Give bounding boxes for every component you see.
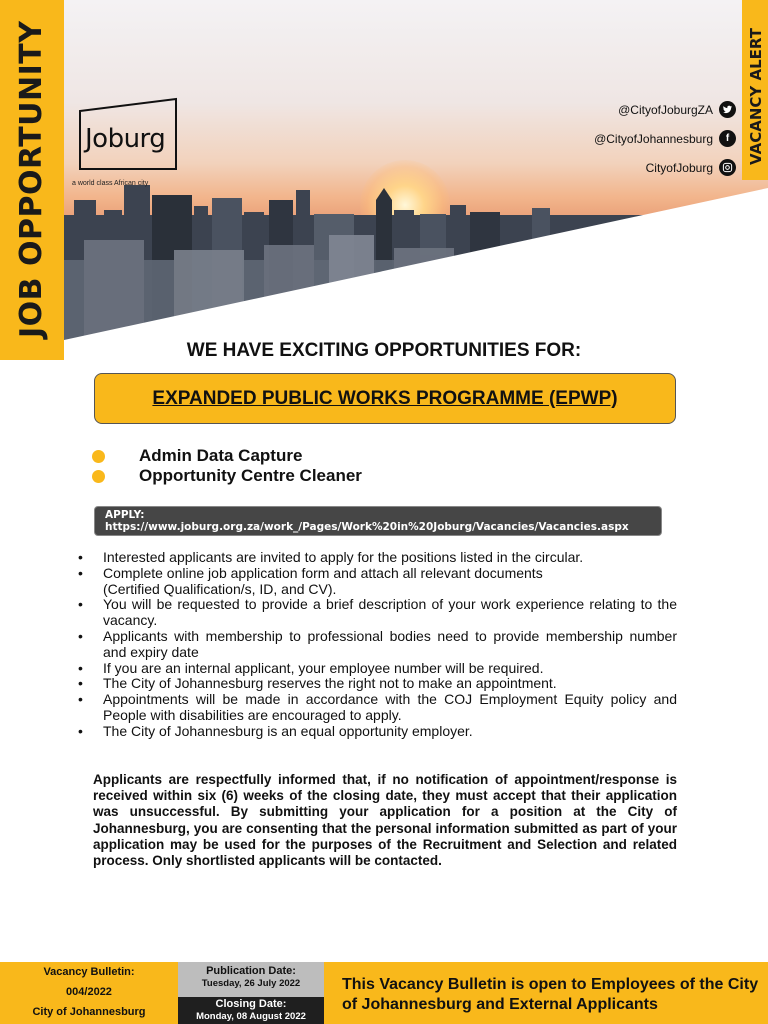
logo-tagline: a world class African city	[72, 180, 149, 187]
job-opportunity-strip	[0, 0, 64, 360]
social-links	[556, 95, 736, 182]
twitter-handle: @CityofJoburgZA	[618, 102, 713, 117]
page-headline: WE HAVE EXCITING OPPORTUNITIES FOR:	[186, 340, 582, 361]
instagram-icon	[719, 159, 736, 176]
position-label: Opportunity Centre Cleaner	[139, 466, 362, 485]
position-label: Admin Data Capture	[139, 446, 303, 465]
eligibility-statement: This Vacancy Bulletin is open to Employees of the City of Johannesburg and External Applicants	[324, 962, 768, 1024]
list-item: • Interested applicants are invited to apply for the positions listed in the circular.	[103, 550, 677, 566]
closing-date-box	[178, 997, 324, 1024]
list-item: • If you are an internal applicant, your employee number will be required.	[103, 661, 677, 677]
list-item: • Applicants with membership to professional bodies need to provide membership number and expiry date	[103, 629, 677, 661]
programme-banner	[94, 373, 676, 424]
apply-link-bar[interactable]	[94, 506, 662, 536]
publication-date: Tuesday, 26 July 2022	[201, 978, 301, 989]
publication-label: Publication Date:	[206, 965, 296, 977]
requirements-list	[103, 550, 677, 740]
bulletin-org: City of Johannesburg	[32, 1006, 146, 1018]
position-item	[92, 466, 362, 486]
facebook-icon: f	[719, 130, 736, 147]
joburg-logo-text: Joburg	[85, 124, 166, 154]
bulletin-number: 004/2022	[66, 986, 112, 998]
list-item: • You will be requested to provide a brief description of your work experience relating to the vacancy.	[103, 597, 677, 629]
vacancy-alert-title: VACANCY ALERT	[747, 28, 765, 165]
footer	[0, 962, 768, 1024]
list-item: • The City of Johannesburg reserves the right not to make an appointment.	[103, 676, 677, 692]
social-twitter[interactable]	[556, 95, 736, 124]
bullet-dot-icon	[92, 450, 105, 463]
job-opportunity-title: JOB OPPORTUNITY	[14, 20, 49, 338]
social-instagram[interactable]	[556, 153, 736, 182]
bulletin-label: Vacancy Bulletin:	[43, 966, 135, 978]
instagram-handle: CityofJoburg	[645, 160, 713, 175]
social-facebook[interactable]	[556, 124, 736, 153]
list-item: • The City of Johannesburg is an equal opportunity employer.	[103, 724, 677, 740]
list-item: • Appointments will be made in accordance with the COJ Employment Equity policy and People with disabilities are encouraged to apply.	[103, 692, 677, 724]
bulletin-info	[0, 962, 178, 1024]
programme-title: EXPANDED PUBLIC WORKS PROGRAMME (EPWP)	[152, 387, 618, 409]
closing-label: Closing Date:	[215, 998, 287, 1010]
closing-date: Monday, 08 August 2022	[196, 1011, 306, 1022]
vacancy-alert-strip	[742, 0, 768, 180]
position-item	[92, 446, 362, 466]
twitter-icon	[719, 101, 736, 118]
positions-list	[92, 446, 362, 486]
list-item-continuation: (Certified Qualification/s, ID, and CV).	[103, 580, 337, 597]
apply-link[interactable]: APPLY: https://www.joburg.org.za/work_/Pages/Work%20in%20Joburg/Vacancies/Vacancies.aspx	[105, 509, 629, 533]
publication-date-box	[178, 962, 324, 997]
facebook-handle: @CityofJohannesburg	[594, 131, 713, 146]
applicant-notice: Applicants are respectfully informed that, if no notification of appointment/response is received within six (6) weeks of the closing date, they must accept that their application was unsuccessful. By submitting your application for a position at the City of Johannesburg, you are consenting that the personal information submitted as part of your application may be used for the purposes of the Recruitment and Selection and related process. Only shortlisted applicants will be contacted.	[93, 772, 677, 869]
list-item: • Complete online job application form and attach all relevant documents	[103, 566, 677, 582]
bullet-dot-icon	[92, 470, 105, 483]
